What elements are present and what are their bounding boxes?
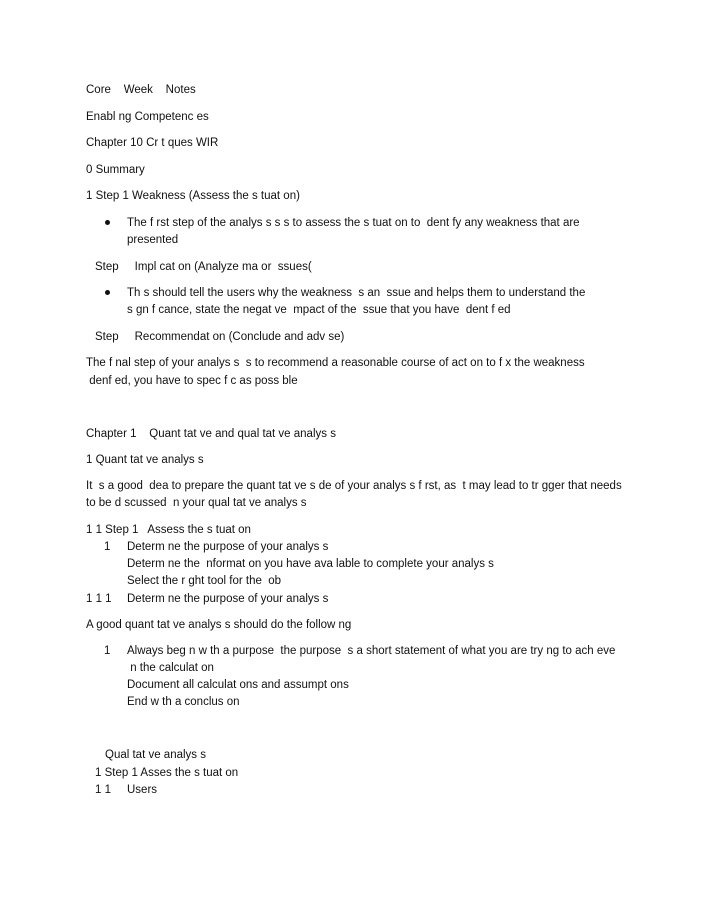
step1-bullet-line2: presented <box>127 234 179 246</box>
step1-bullet-line1: The f rst step of the analys s s s to assess the s tuat on to dent fy any weakness that are <box>127 217 580 229</box>
good-quant-heading: A good quant tat ve analys s should do the follow ng <box>86 619 352 631</box>
step11-number: 1 <box>104 541 111 553</box>
quant-heading: 1 Quant tat ve analys s <box>86 454 204 466</box>
step11-item3: Select the r ght tool for the ob <box>127 575 282 587</box>
step111-number: 1 1 1 <box>86 593 112 605</box>
step11-item2: Determ ne the nformat on you have ava lable to complete your analys s <box>127 558 494 570</box>
step2-heading: Step Impl cat on (Analyze ma or ssues( <box>95 261 312 273</box>
step11-heading: 1 1 Step 1 Assess the s tuat on <box>86 524 251 536</box>
good-quant-item1-line1: Always beg n w th a purpose the purpose s a short statement of what you are try ng to ach eve <box>127 645 616 657</box>
step2-bullet-line1: Th s should tell the users why the weakness s an ssue and helps them to understand the <box>127 287 586 299</box>
quant-paragraph-line1: It s a good dea to prepare the quant tat ve s de of your analys s f rst, as t may lead to tr gger that needs <box>86 480 622 492</box>
chapter-10-heading: Chapter 10 Cr t ques WIR <box>86 137 219 149</box>
step1-heading: 1 Step 1 Weakness (Assess the s tuat on) <box>86 190 300 202</box>
step2-bullet-line2: s gn f cance, state the negat ve mpact of the ssue that you have dent f ed <box>127 304 511 316</box>
summary-heading: 0 Summary <box>86 164 145 176</box>
final-paragraph-line1: The f nal step of your analys s s to recommend a reasonable course of act on to f x the weakness <box>86 357 585 369</box>
step111-text: Determ ne the purpose of your analys s <box>127 593 329 605</box>
qual-step-heading: 1 Step 1 Asses the s tuat on <box>95 767 239 779</box>
doc-subtitle: Enabl ng Competenc es <box>86 111 209 123</box>
good-quant-number: 1 <box>104 645 111 657</box>
qual-heading: Qual tat ve analys s <box>105 749 206 761</box>
qual-users-number: 1 1 <box>95 784 111 796</box>
step11-item1: Determ ne the purpose of your analys s <box>127 541 329 553</box>
step3-heading: Step Recommendat on (Conclude and adv se) <box>95 331 345 343</box>
qual-users-text: Users <box>127 784 158 796</box>
good-quant-item2: Document all calculat ons and assumpt ons <box>127 679 349 691</box>
good-quant-item1-line2: n the calculat on <box>127 662 214 674</box>
quant-paragraph-line2: to be d scussed n your qual tat ve analys s <box>86 497 307 509</box>
bullet-icon <box>105 220 110 225</box>
final-paragraph-line2: denf ed, you have to spec f c as poss ble <box>86 375 298 387</box>
chapter-1-heading: Chapter 1 Quant tat ve and qual tat ve analys s <box>86 428 336 440</box>
bullet-icon <box>105 290 110 295</box>
good-quant-item3: End w th a conclus on <box>127 696 240 708</box>
doc-title: Core Week Notes <box>86 84 196 96</box>
